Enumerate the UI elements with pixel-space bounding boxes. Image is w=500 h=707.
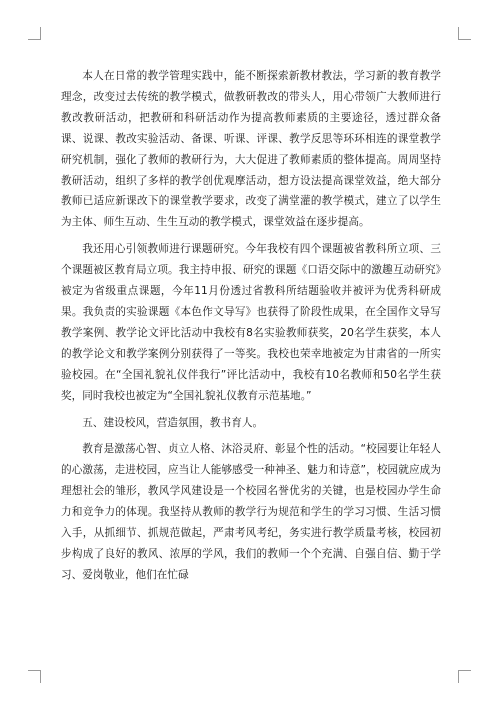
document-body [61,66,441,592]
paragraph-research-projects: 我还用心引领教师进行课题研究。今年我校有四个课题被省教科所立项、三个课题被区教育局立项。我主持申报、研究的课题《口语交际中的激趣互动研究》被定为省级重点课题，今年11月份透过省教科所结题验收并被评为优秀科研成果。我负责的实验课题《本色作文导写》也获得了阶段性成果，在全国作文导写教学案例、教学论文评比活动中我校有8名实验教师获奖，20名学生获奖，本人的教学论文和教学案例分别获得了一等奖。我校也荣幸地被定为甘肃省的一所实验校园。在“全国礼貌礼仪伴我行”评比活动中，我校有10名教师和50名学生获奖，同时我校也被定为“全国礼貌礼仪教育示范基地。” [61,243,441,402]
paragraph-teaching-management: 本人在日常的教学管理实践中，能不断探索新教材教法，学习新的教育教学理念，改变过去传统的教学模式，做教研教改的带头人，用心带领广大教师进行教改教研活动，把教研和科研活动作为提高教师素质的主要途径，透过群众备课、说课、教改实验活动、备课、听课、评课、教学反思等环环相连的课堂教学研究机制，强化了教师的教研行为，大大促进了教师素质的整体提高。周周坚持教研活动，组织了多样的教学创优观摩活动，想方设法提高课堂效益，绝大部分教师已适应新课改下的课堂教学要求，改变了满堂灌的教学模式，建立了以学生为主体、师生互动、生生互动的教学模式，课堂效益在逐步提高。 [61,70,441,229]
paragraph-school-spirit: 教育是激荡心智、贞立人格、沐浴灵府、彰显个性的活动。“校园要让年轻人的心激荡，走进校园，应当让人能够感受一种神圣、魅力和诗意”，校园就应成为理想社会的雏形，教风学风建设是一个校园名誉优劣的关键，也是校园办学生命力和竞争力的体现。我坚持从教师的教学行为规范和学生的学习习惯、生活习惯入手，从抓细节、抓规范做起，严肃考风考纪，务实进行教学质量考核，校园初步构成了良好的教风、浓厚的学风，我们的教师一个个充满、自强自信、勤于学习、爱岗敬业，他们在忙碌 [61,443,441,581]
crop-mark-bottom-left [28,670,41,683]
section-heading-school-spirit: 五、建设校风，营造氛围，教书育人。 [82,416,264,429]
crop-mark-top-right [458,27,471,40]
crop-mark-top-left [28,27,41,40]
crop-mark-bottom-right [458,670,471,683]
